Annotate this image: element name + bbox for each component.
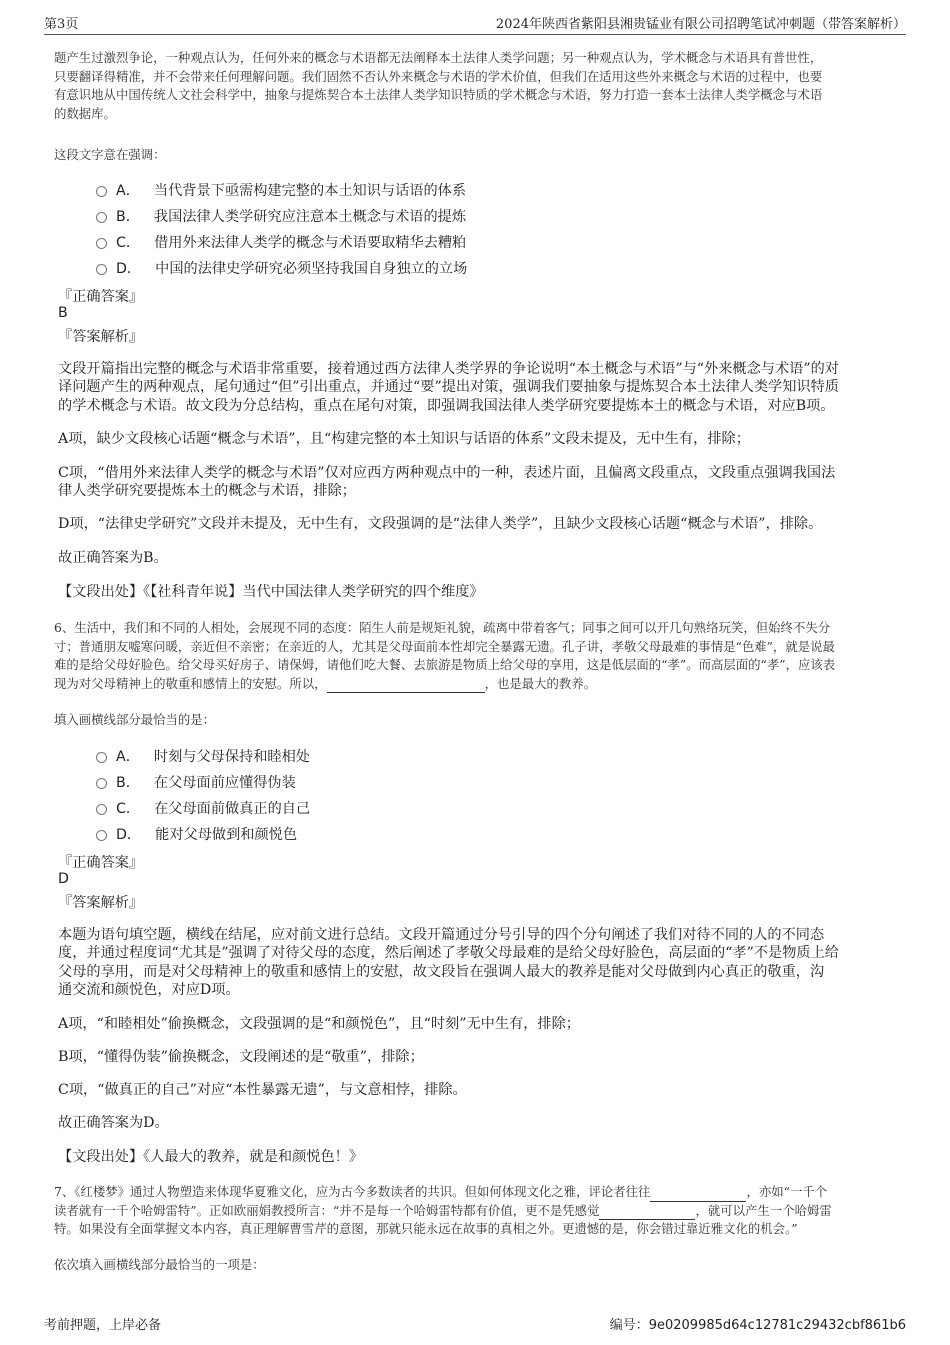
q6-option-a[interactable]: A． 时刻与父母保持和睦相处: [96, 746, 310, 766]
q6-source: 【文段出处】《人最大的教养，就是和颜悦色！》: [58, 1149, 364, 1165]
q6-analysis-paragraph: 故正确答案为D。: [58, 1115, 169, 1131]
q5-analysis-label: 『答案解析』: [58, 329, 144, 345]
q6-option-b[interactable]: B． 在父母面前应懂得伪装: [96, 772, 296, 792]
document-code: 编号：9e0209985d64c12781c29432cbf861b6: [609, 1318, 906, 1333]
q6-analysis-label: 『答案解析』: [58, 895, 144, 911]
q6-answer: D: [58, 871, 69, 887]
q5-passage: [54, 49, 897, 123]
q7-passage: [54, 1183, 897, 1239]
q5-passage-line: 的数据库。: [54, 105, 116, 121]
page-footer: [44, 1312, 906, 1334]
radio-icon[interactable]: [96, 212, 107, 223]
q6-passage: [54, 619, 897, 693]
fill-blank: [650, 1187, 746, 1202]
q5-answer-label: 『正确答案』: [58, 289, 144, 305]
radio-icon[interactable]: [96, 830, 107, 841]
q6-analysis-paragraph: 本题为语句填空题，横线在结尾，应对前文进行总结。文段开篇通过分号引导的四个分句阐述了我们对待不同的人的不同态 度，并通过程度词“尤其是”强调了对待父母的态度，然后阐述了孝敬父母最难的是给父母好脸色，高层面的“孝”不是物质上给 父母的享用，而是对父母精神上的敬重和感情上的安慰，故文段旨在强调人最大的教养是能对父母做到内心真正的敬重，沟 通交流和颜悦色，对应D项。: [58, 927, 839, 998]
q5-option-d[interactable]: D． 中国的法律史学研究必须坚持我国自身独立的立场: [96, 258, 467, 278]
q7-passage-line: 7、《红楼梦》通过人物塑造来体现华夏雅文化，应为古今多数读者的共识。但如何体现文化之雅，评论者往往 ，亦如“一千个: [54, 1183, 897, 1202]
q5-passage-line: 只要翻译得精准，并不会带来任何理解问题。我们固然不否认外来概念与术语的学术价值，但我们在适用这些外来概念与术语的过程中，也要: [54, 68, 823, 84]
q6-analysis-paragraph: C项，“做真正的自己”对应“本性暴露无遗”，与文意相悖，排除。: [58, 1082, 467, 1098]
q6-analysis-paragraph: B项，“懂得伪装”偷换概念，文段阐述的是“敬重”，排除；: [58, 1049, 424, 1065]
radio-icon[interactable]: [96, 804, 107, 815]
q6-option-d[interactable]: D． 能对父母做到和颜悦色: [96, 824, 297, 844]
q5-analysis-paragraph: C项，“借用外来法律人类学的概念与术语”仅对应西方两种观点中的一种，表述片面，且偏离文段重点，文段重点强调我国法 律人类学研究要提炼本土的概念与术语，排除；: [58, 465, 836, 500]
q6-analysis-paragraph: A项，“和睦相处”偷换概念，文段强调的是“和颜悦色”，且“时刻”无中生有，排除；: [58, 1016, 580, 1032]
document-title: 2024年陕西省紫阳县湘贵锰业有限公司招聘笔试冲刺题（带答案解析）: [495, 17, 906, 32]
q6-passage-line: 寸；普通朋友嘘寒问暖，亲近但不亲密；在亲近的人，尤其是父母面前本性却完全暴露无遗。孔子讲，孝敬父母最难的事情是“色难”，就是说最: [54, 638, 835, 654]
radio-icon[interactable]: [96, 752, 107, 763]
q6-answer-label: 『正确答案』: [58, 855, 144, 871]
q5-option-c[interactable]: C． 借用外来法律人类学的概念与术语要取精华去糟粕: [96, 232, 466, 252]
q5-analysis-paragraph: A项，缺少文段核心话题“概念与术语”，且“构建完整的本土知识与话语的体系”文段未提及，无中生有，排除；: [58, 431, 750, 447]
q5-option-b[interactable]: B． 我国法律人类学研究应注意本土概念与术语的提炼: [96, 206, 466, 226]
radio-icon[interactable]: [96, 264, 107, 275]
q5-analysis-paragraph: 故正确答案为B。: [58, 550, 168, 566]
footer-slogan: 考前押题，上岸必备: [44, 1318, 162, 1333]
q5-analysis-paragraph: 文段开篇指出完整的概念与术语非常重要，接着通过西方法律人类学界的争论说明“本土概念与术语”与“外来概念与术语”的对 译问题产生的两种观点，尾句通过“但”引出重点，并通过“要”提出对策，强调我们要抽象与提炼契合本土法律人类学知识特质 的学术概念与术语。故文段为分总结构，重点在尾句对策，即强调我国法律人类学研究要提炼本土的概念与术语，对应B项。: [58, 361, 839, 414]
radio-icon[interactable]: [96, 778, 107, 789]
q7-passage-line: 读者就有一千个哈姆雷特”。正如欧丽娟教授所言：“并不是每一个哈姆雷特都有价值，更不是凭感觉 ，就可以产生一个哈姆雷: [54, 1202, 897, 1221]
q5-analysis-paragraph: D项，“法律史学研究”文段并未提及，无中生有，文段强调的是“法律人类学”，且缺少文段核心话题“概念与术语”，排除。: [58, 516, 823, 532]
q6-option-c[interactable]: C． 在父母面前做真正的自己: [96, 798, 310, 818]
page-number: 第3页: [44, 17, 79, 32]
q6-passage-line: 6、生活中，我们和不同的人相处，会展现不同的态度：陌生人前是规矩礼貌，疏离中带着客气；同事之间可以开几句熟络玩笑，但始终不失分: [54, 620, 831, 635]
fill-blank: [327, 678, 485, 693]
radio-icon[interactable]: [96, 186, 107, 197]
q6-passage-line: 现为对父母精神上的敬重和感情上的安慰。所以， ，也是最大的教养。: [54, 675, 897, 694]
q6-passage-line: 难的是给父母好脸色。给父母买好房子、请保姆，请他们吃大餐、去旅游是物质上给父母的享用，这是低层面的“孝”。而高层面的“孝”，应该表: [54, 657, 836, 672]
fill-blank: [599, 1205, 695, 1220]
radio-icon[interactable]: [96, 238, 107, 249]
q7-prompt: 依次填入画横线部分最恰当的一项是：: [54, 1257, 265, 1272]
q5-option-a[interactable]: A． 当代背景下亟需构建完整的本土知识与话语的体系: [96, 180, 466, 200]
q5-answer: B: [58, 305, 68, 321]
q7-passage-line: 特。如果没有全面掌握文本内容，真正理解曹雪芹的意图，那就只能永远在故事的真相之外。更遗憾的是，你会错过靠近雅文化的机会。”: [54, 1221, 798, 1236]
page-header: [44, 10, 906, 35]
q5-source: 【文段出处】《【社科青年说】当代中国法律人类学研究的四个维度》: [58, 584, 484, 600]
q6-prompt: 填入画横线部分最恰当的是：: [54, 712, 216, 727]
q5-passage-line: 题产生过激烈争论，一种观点认为，任何外来的概念与术语都无法阐释本土法律人类学问题；另一种观点认为，学术概念与术语具有普世性，: [54, 50, 823, 65]
q5-passage-line: 有意识地从中国传统人文社会科学中，抽象与提炼契合本土法律人类学知识特质的学术概念与术语，努力打造一套本土法律人类学概念与术语: [54, 87, 823, 102]
q5-prompt: 这段文字意在强调：: [54, 147, 166, 162]
